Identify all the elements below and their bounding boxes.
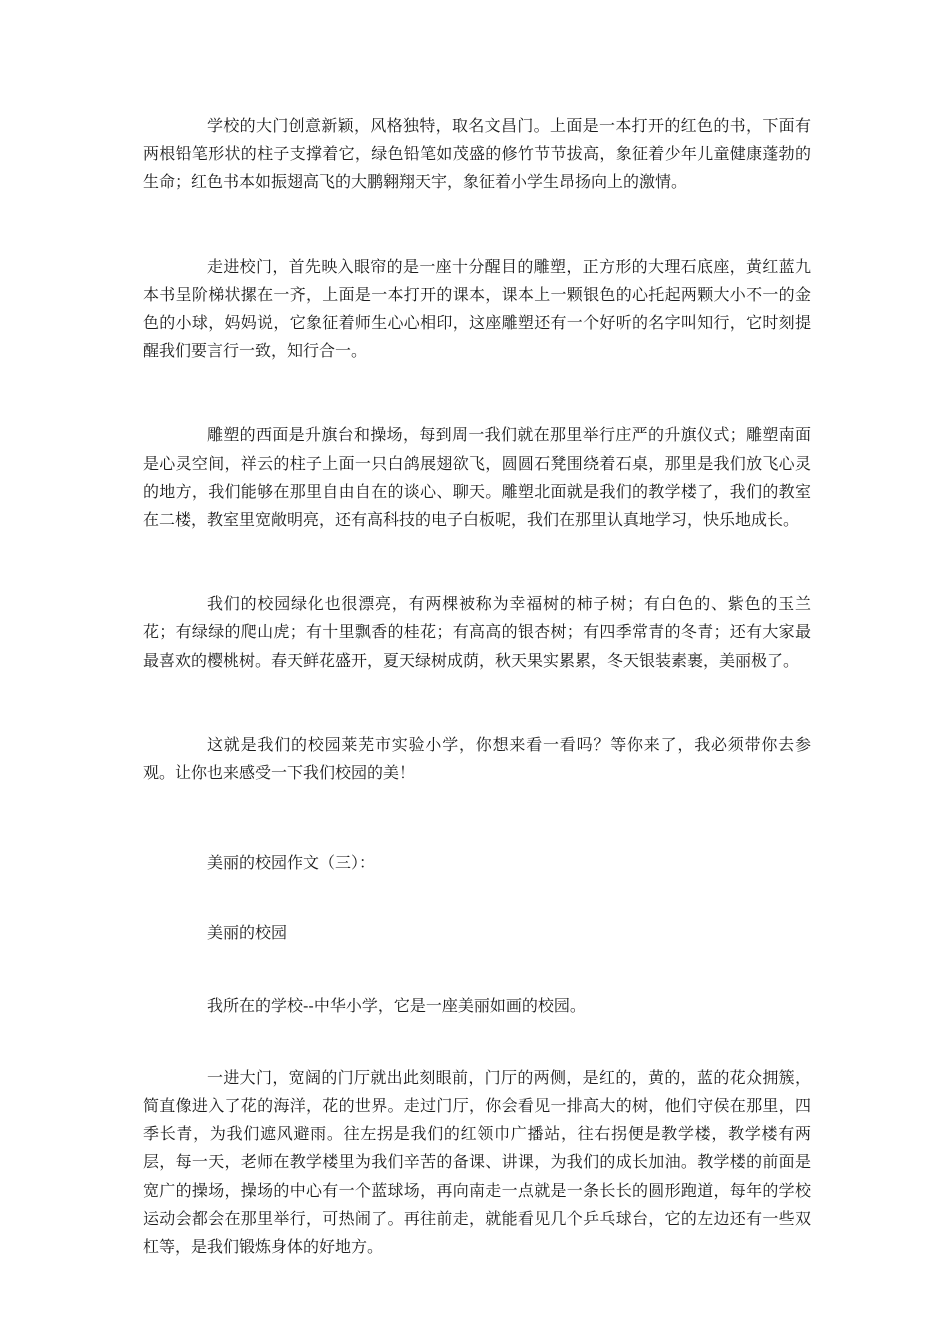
paragraph-intro: 我所在的学校--中华小学，它是一座美丽如画的校园。 <box>207 995 586 1015</box>
paragraph-invitation: 这就是我们的校园莱芜市实验小学，你想来看一看吗？等你来了，我必须带你去参观。让你也来感受一下我们校园的美！ <box>143 734 811 783</box>
document-page <box>143 112 811 1261</box>
paragraph-school-gate: 学校的大门创意新颖，风格独特，取名文昌门。上面是一本打开的红色的书，下面有两根铅笔形状的柱子支撑着它，绿色铅笔如茂盛的修竹节节拔高，象征着少年儿童健康蓬勃的生命；红色书本如振翅高飞的大鹏翱翔天宇，象征着小学生昂扬向上的激情。 <box>143 116 811 192</box>
paragraph-campus-tour: 一进大门，宽阔的门厅就出此刻眼前，门厅的两侧，是红的，黄的，蓝的花众拥簇，简直像进入了花的海洋，花的世界。走过门厅，你会看见一排高大的树，他们守侯在那里，四季长青，为我们遮风避雨。往左拐是我们的红领巾广播站，往右拐便是教学楼，教学楼有两层，每一天，老师在教学楼里为我们辛苦的备课、讲课，为我们的成长加油。教学楼的前面是宽广的操场，操场的中心有一个蓝球场，再向南走一点就是一条长长的圆形跑道，每年的学校运动会都会在那里举行，可热闹了。再往前走，就能看见几个乒乓球台，它的左边还有一些双杠等，是我们锻炼身体的好地方。 <box>143 1067 811 1257</box>
section-heading: 美丽的校园作文（三）： <box>207 853 376 873</box>
paragraph-greenery: 我们的校园绿化也很漂亮，有两棵被称为幸福树的柿子树；有白色的、紫色的玉兰花；有绿绿的爬山虎；有十里飘香的桂花；有高高的银杏树；有四季常青的冬青；还有大家最最喜欢的樱桃树。春天鲜花盛开，夏天绿树成荫，秋天果实累累，冬天银装素裹，美丽极了。 <box>143 594 811 670</box>
paragraph-sculpture: 走进校门，首先映入眼帘的是一座十分醒目的雕塑，正方形的大理石底座，黄红蓝九本书呈阶梯状摞在一齐，上面是一本打开的课本，课本上一颗银色的心托起两颗大小不一的金色的小球，妈妈说，它象征着师生心心相印，这座雕塑还有一个好听的名字叫知行，它时刻提醒我们要言行一致，知行合一。 <box>143 256 811 361</box>
paragraph-playground: 雕塑的西面是升旗台和操场，每到周一我们就在那里举行庄严的升旗仪式；雕塑南面是心灵空间，祥云的柱子上面一只白鸽展翅欲飞，圆圆石凳围绕着石桌，那里是我们放飞心灵的地方，我们能够在那里自由自在的谈心、聊天。雕塑北面就是我们的教学楼了，我们的教室在二楼，教室里宽敞明亮，还有高科技的电子白板呢，我们在那里认真地学习，快乐地成长。 <box>143 425 811 530</box>
essay-title: 美丽的校园 <box>207 923 288 943</box>
